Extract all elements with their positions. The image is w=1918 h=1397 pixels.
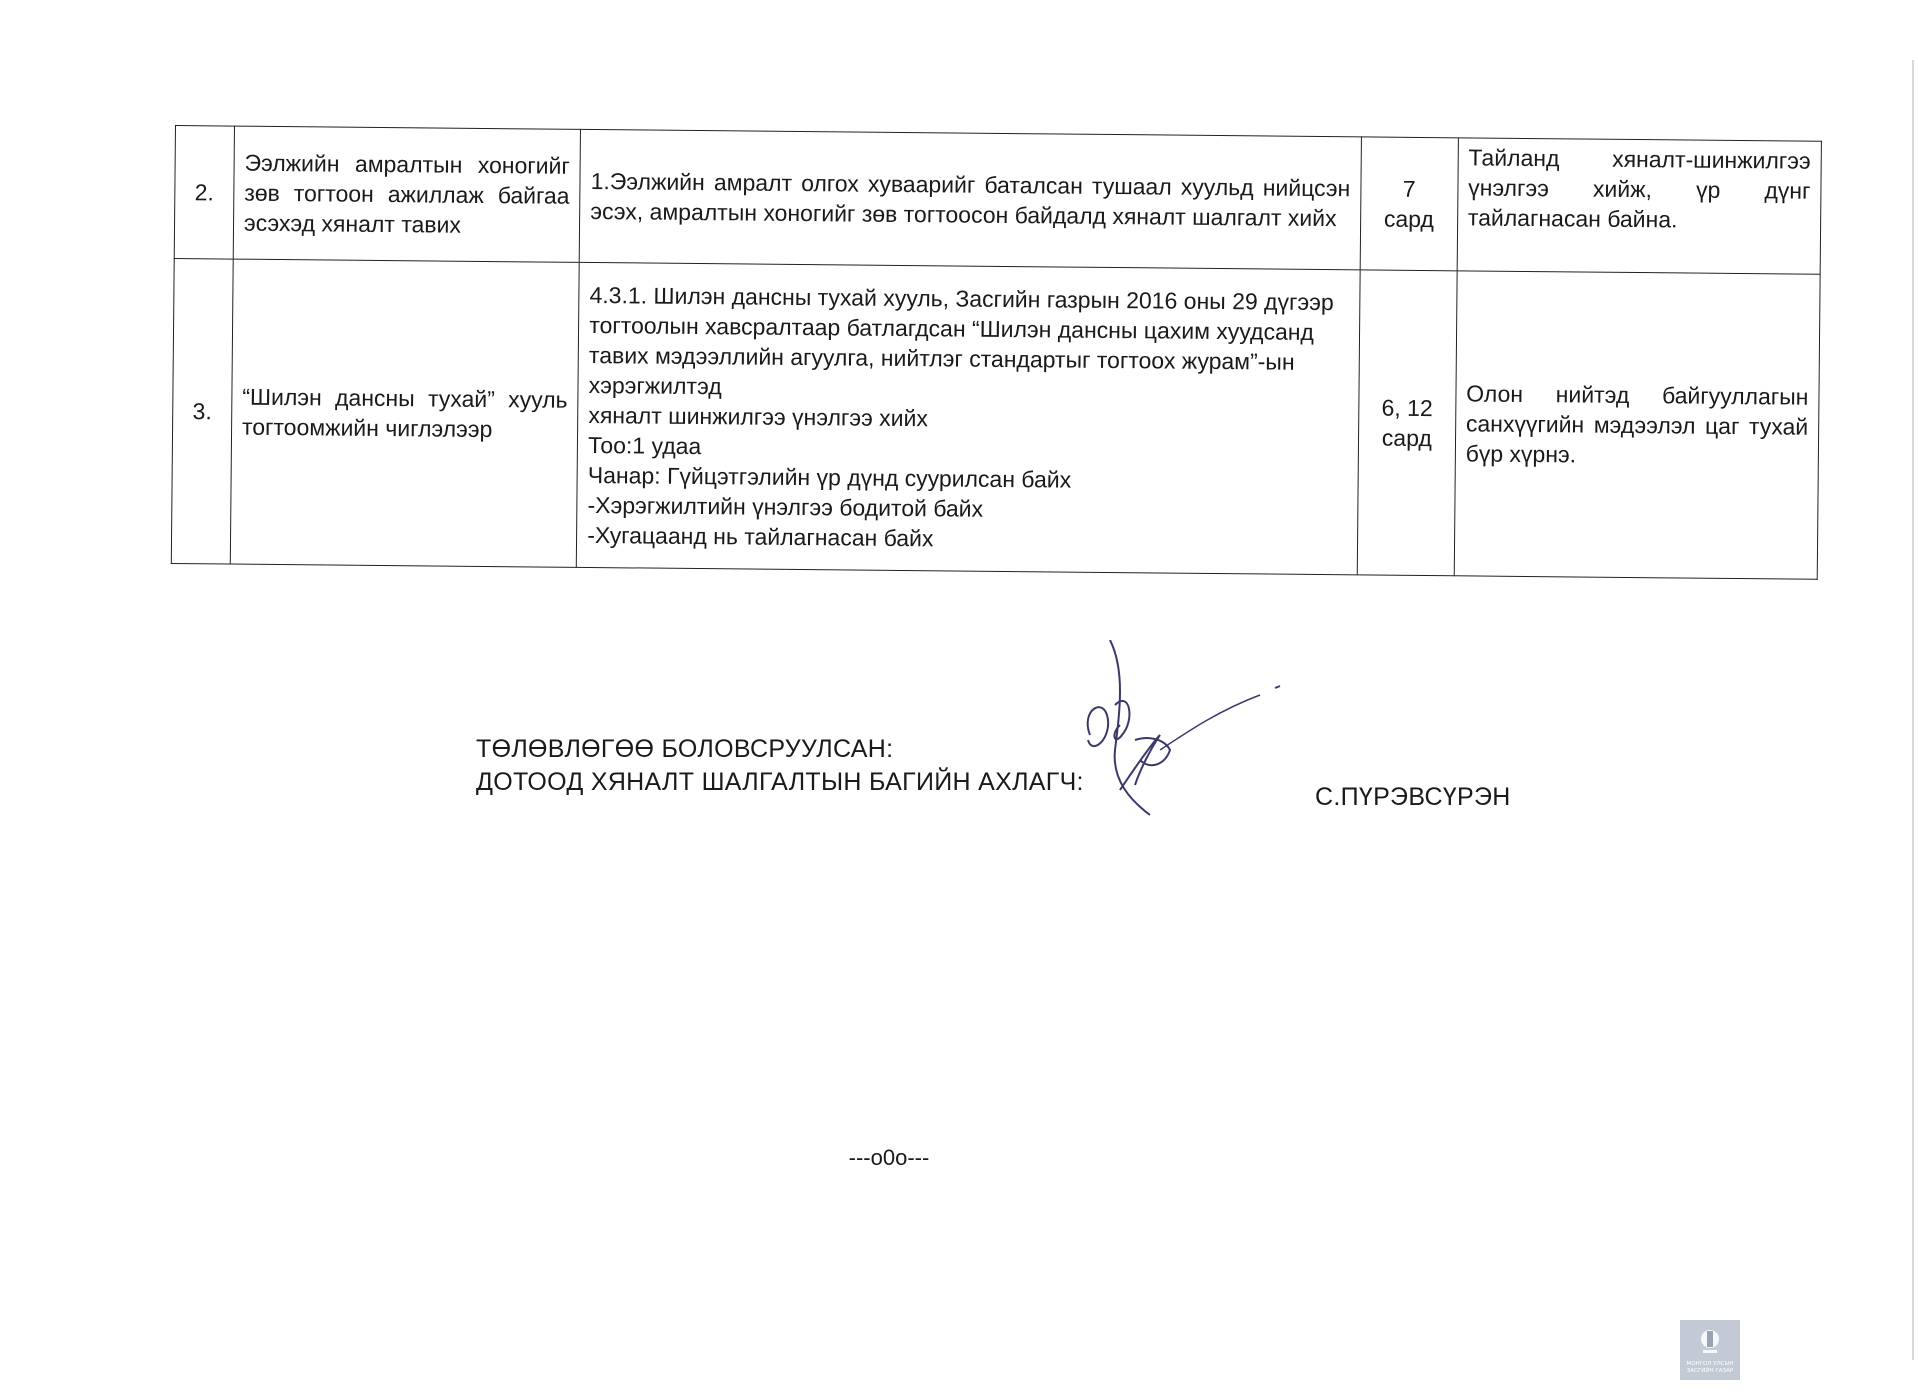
action-line: -Хугацаанд нь тайлагнасан байх	[587, 521, 934, 552]
action-cell	[579, 129, 1361, 269]
soyombo-emblem-icon	[1685, 1323, 1735, 1377]
time-number: 7	[1402, 175, 1416, 202]
action-line: Тоо:1 удаа	[588, 431, 702, 460]
time-number: 6, 12	[1381, 394, 1433, 422]
action-line: 4.3.1. Шилэн дансны тухай хууль, Засгийн газрын 2016 оны 29 дүгээр тогтоолын хавсралтаар батлагдсан “Шилэн дансны цахим хуудсанд тавих мэдээллийн агуулга, нийтлэг стандартыг тогтоох журам”-ын хэрэгжилтэд	[588, 281, 1334, 400]
time-cell	[1360, 137, 1458, 271]
action-line: Чанар: Гүйцэтгэлийн үр дүнд суурилсан байх	[587, 461, 1072, 493]
plan-table	[171, 125, 1822, 580]
signature-line-title: ДОТООД ХЯНАЛТ ШАЛГАЛТЫН БАГИЙН АХЛАГЧ:	[476, 768, 1084, 796]
svg-text:ЗАСГИЙН ГАЗАР: ЗАСГИЙН ГАЗАР	[1686, 1368, 1734, 1374]
task-cell: Ээлжийн амралтын хоногийг зөв тогтоон ажиллаж байгаа эсэхэд хяналт тавих	[233, 126, 581, 262]
handwritten-signature	[1080, 640, 1300, 820]
action-line: хяналт шинжилгээ үнэлгээ хийх	[588, 401, 929, 432]
time-unit: сард	[1381, 424, 1432, 452]
table-row	[174, 126, 1821, 275]
row-number: 2.	[174, 126, 234, 260]
result-cell: Тайланд хяналт-шинжилгээ үнэлгээ хийж, үр дүнг тайлагнасан байна.	[1457, 138, 1822, 274]
time-unit: сард	[1383, 205, 1435, 233]
signer-name: С.ПҮРЭВСҮРЭН	[1315, 783, 1511, 811]
signature-block	[476, 733, 1084, 799]
result-cell: Олон нийтэд байгууллагын санхүүгийн мэдээлэл цаг тухай бүр хүрнэ.	[1454, 271, 1820, 579]
government-logo	[1680, 1320, 1740, 1380]
task-cell: “Шилэн дансны тухай” хууль тогтоомжийн чиглэлээр	[230, 259, 579, 567]
row-number: 3.	[171, 258, 233, 564]
action-line: -Хэрэгжилтийн үнэлгээ бодитой байх	[587, 491, 984, 522]
time-cell	[1357, 270, 1457, 576]
signature-line-prepared: ТӨЛӨВЛӨГӨӨ БОЛОВСРУУЛСАН:	[476, 735, 894, 763]
action-line: 1.Ээлжийн амралт олгох хуваарийг баталсан тушаал хуульд нийцсэн эсэх, амралтын хоногийг зөв тогтоосон байдалд хяналт шалгалт хийх	[590, 167, 1351, 232]
end-mark: ---o0o---	[848, 1145, 930, 1170]
svg-text:МОНГОЛ УЛСЫН: МОНГОЛ УЛСЫН	[1686, 1361, 1734, 1367]
table-row	[171, 258, 1820, 579]
action-cell	[576, 262, 1360, 574]
